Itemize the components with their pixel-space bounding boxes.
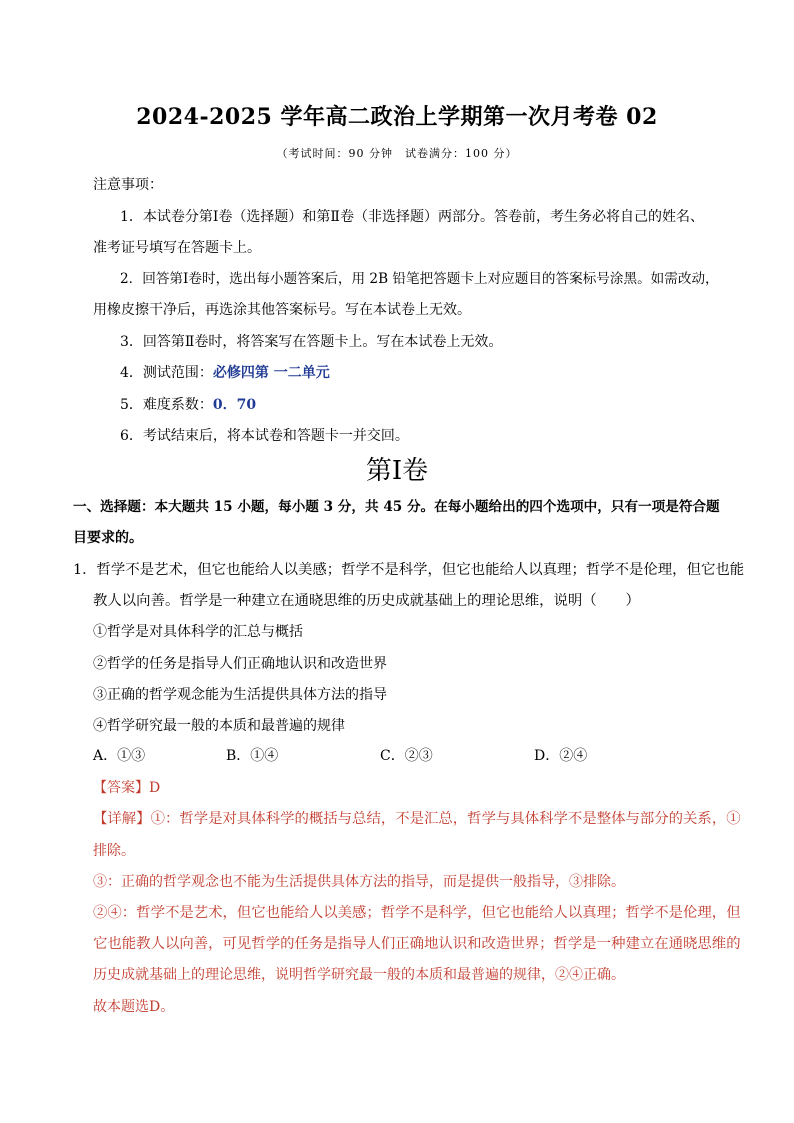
notice-item-1-line-1: 1．本试卷分第Ⅰ卷（选择题）和第Ⅱ卷（非选择题）两部分。答卷前，考生务必将自己的姓名、: [120, 209, 704, 225]
question-1-statement-2: ②哲学的任务是指导人们正确地认识和改造世界: [93, 656, 387, 672]
notice-item-6: 6．考试结束后，将本试卷和答题卡一并交回。: [120, 428, 409, 444]
question-1-statement-3: ③正确的哲学观念能为生活提供具体方法的指导: [93, 687, 387, 703]
question-1-answer: [93, 779, 160, 797]
question-1-statement-4: ④哲学研究最一般的本质和最普遍的规律: [93, 718, 345, 734]
question-1-stem-line-1: 1．哲学不是艺术，但它也能给人以美感；哲学不是科学，但它也能给人以真理；哲学不是伦理，但它也能: [73, 562, 745, 578]
section-title: 第Ⅰ卷: [365, 456, 429, 486]
notice-item-2-line-1: 2．回答第Ⅰ卷时，选出每小题答案后，用 2B 铅笔把答题卡上对应题目的答案标号涂黑。如需改动，: [120, 271, 719, 287]
question-1-detail-line-1: [93, 810, 741, 828]
section-instruction-line-2: 目要求的。: [73, 530, 143, 546]
notice-item-5-prefix: 5．难度系数：: [120, 397, 213, 413]
answer-value: D: [149, 780, 161, 796]
section-instruction-line-1: 一、选择题：本大题共 15 小题，每小题 3 分，共 45 分。在每小题给出的四个选项中，只有一项是符合题: [73, 499, 720, 515]
notice-item-4-prefix: 4．测试范围：: [120, 365, 213, 381]
answer-label: 【答案】: [93, 780, 149, 796]
notice-item-5: [120, 396, 256, 414]
notice-item-5-value: 0．70: [212, 397, 257, 413]
question-1-detail-line-5: 它也能教人以向善，可见哲学的任务是指导人们正确地认识和改造世界；哲学是一种建立在通晓思维的: [93, 936, 741, 952]
question-1-option-b: B．①④: [226, 748, 279, 764]
detail-label: 【详解】: [93, 811, 151, 827]
question-1-option-a: A．①③: [93, 748, 146, 764]
notice-item-4-value: 必修四第 一二单元: [212, 365, 330, 381]
notice-item-3: 3．回答第Ⅱ卷时，将答案写在答题卡上。写在本试卷上无效。: [120, 334, 503, 350]
question-1-detail-line-6: 历史成就基础上的理论思维，说明哲学研究最一般的本质和最普遍的规律，②④正确。: [93, 967, 625, 983]
question-1-stem-line-2: 教人以向善。哲学是一种建立在通晓思维的历史成就基础上的理论思维，说明（ ）: [93, 593, 640, 609]
notice-item-4: [120, 364, 330, 382]
detail-text-1: ①：哲学是对具体科学的概括与总结，不是汇总，哲学与具体科学不是整体与部分的关系，①: [150, 811, 741, 827]
question-1-option-c: C．②③: [380, 748, 433, 764]
exam-subtitle: （考试时间：90 分钟 试卷满分：100 分）: [276, 147, 518, 160]
question-1-detail-line-7: 故本题选D。: [93, 999, 175, 1015]
question-1-detail-line-3: ③：正确的哲学观念也不能为生活提供具体方法的指导，而是提供一般指导，③排除。: [93, 874, 625, 890]
notice-item-2-line-2: 用橡皮擦干净后，再选涂其他答案标号。写在本试卷上无效。: [93, 302, 471, 318]
notice-heading: 注意事项：: [93, 177, 163, 193]
question-1-detail-line-2: 排除。: [93, 843, 135, 859]
exam-title: 2024-2025 学年高二政治上学期第一次月考卷 02: [136, 104, 658, 130]
question-1-option-d: D．②④: [534, 748, 588, 764]
question-1-statement-1: ①哲学是对具体科学的汇总与概括: [93, 624, 303, 640]
question-1-detail-line-4: ②④：哲学不是艺术，但它也能给人以美感；哲学不是科学，但它也能给人以真理；哲学不是伦理，但: [93, 905, 741, 921]
notice-item-1-line-2: 准考证号填写在答题卡上。: [93, 240, 261, 256]
